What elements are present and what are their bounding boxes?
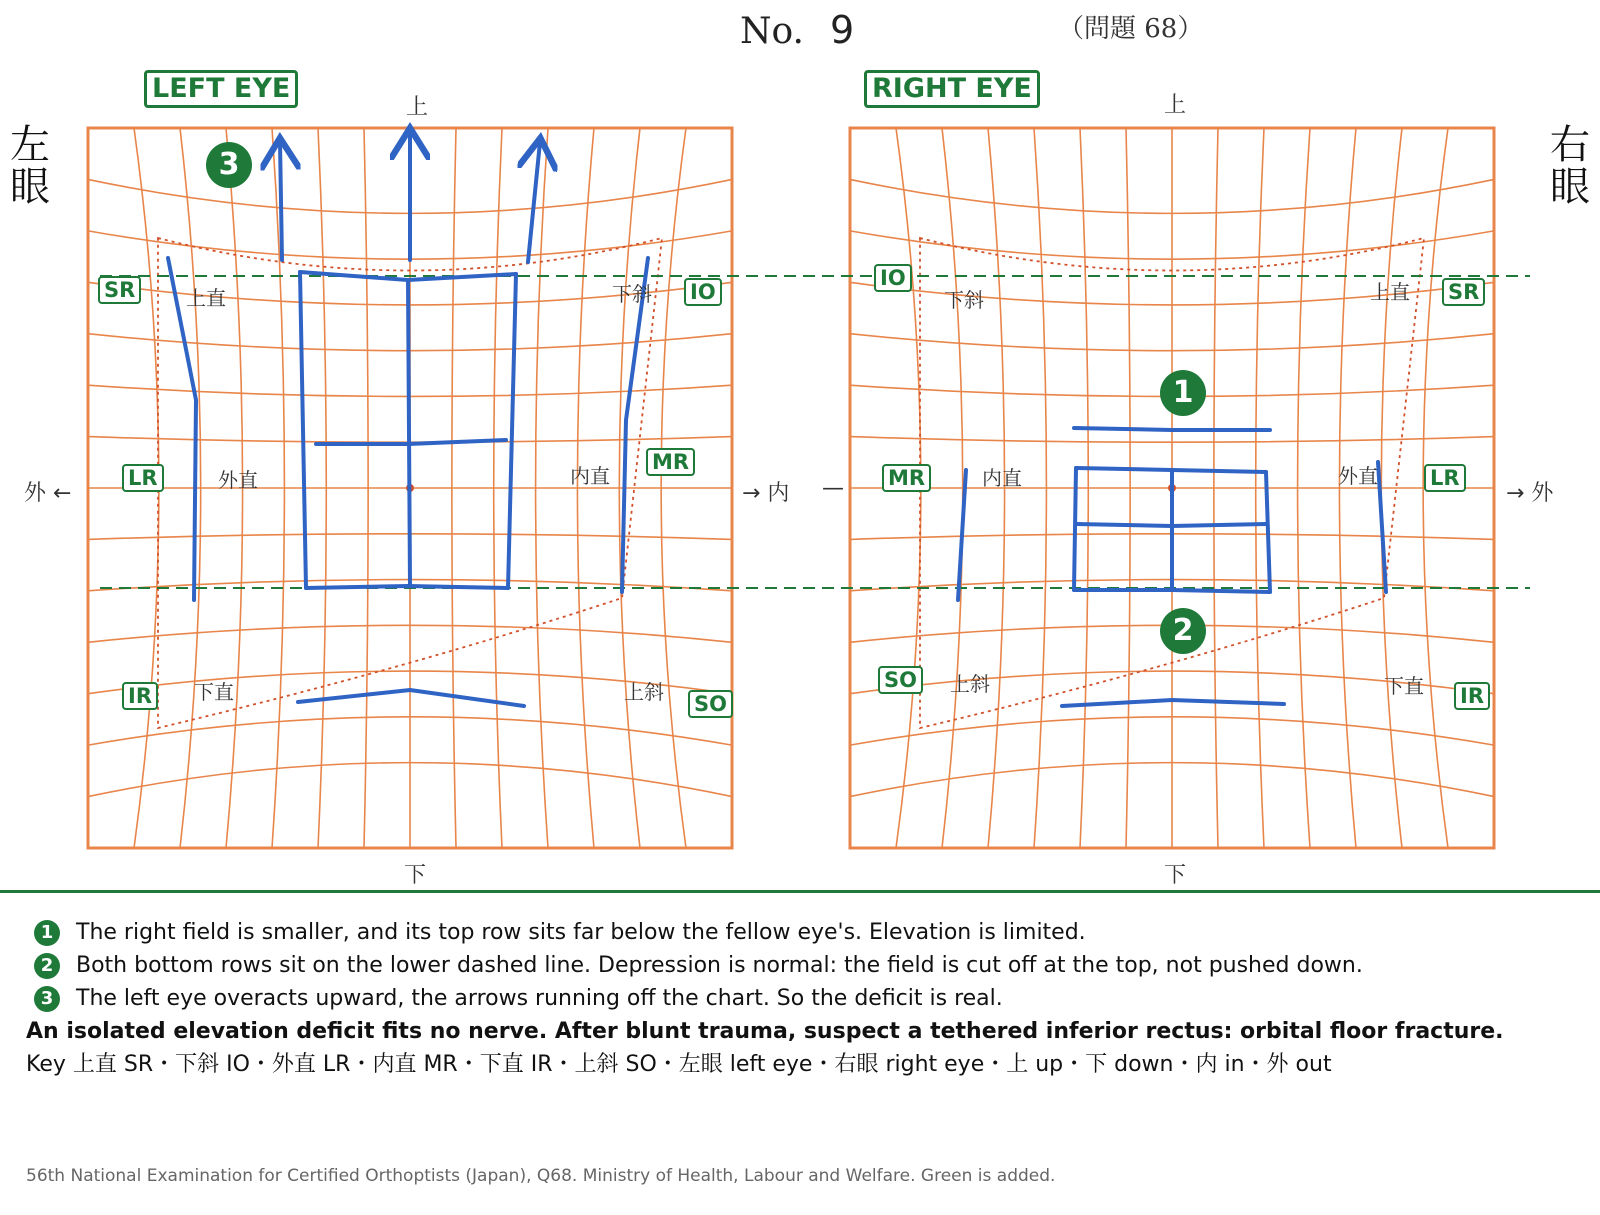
badge-3: 3 (206, 142, 252, 188)
left-jp-mr: 内直 (570, 464, 610, 488)
side-kanji-2: 眼 (1550, 164, 1590, 210)
right-lower-row (1062, 700, 1284, 706)
left-inner-right-col (508, 274, 516, 588)
right-left-col (1074, 468, 1076, 590)
left-jp-ir: 下直 (194, 680, 234, 704)
right-axis-down: 下 (1164, 863, 1187, 888)
left-inner-bottom-row (306, 586, 508, 588)
side-kanji-2: 眼 (10, 164, 50, 210)
source-credit: 56th National Examination for Certified Orthoptists (Japan), Q68. Ministry of Health, Labour and Welfare. Green is added. (26, 1166, 1056, 1186)
right-jp-io: 下斜 (944, 288, 984, 312)
right-jp-mr: 内直 (982, 466, 1022, 490)
left-axis-up: 上 (406, 95, 429, 120)
right-jp-so: 上斜 (950, 672, 990, 696)
left-io-label: IO (684, 278, 722, 306)
left-so-label: SO (688, 690, 733, 718)
left-jp-so: 上斜 (624, 680, 664, 704)
right-top-row (1074, 428, 1270, 430)
left-jp-lr: 外直 (218, 468, 258, 492)
left-lr-label: LR (122, 464, 164, 492)
right-jp-lr: 外直 (1338, 464, 1378, 488)
right-io-label: IO (874, 264, 912, 292)
question-number: （問題 68） (1058, 14, 1204, 44)
right-jp-ir: 下直 (1384, 674, 1424, 698)
right-right-col (1266, 472, 1270, 592)
right-ir-label: IR (1454, 682, 1490, 710)
note-1 (26, 916, 1566, 949)
left-axis-down: 下 (404, 863, 427, 888)
side-kanji-1: 右 (1550, 122, 1590, 168)
explanation-notes (26, 916, 1566, 1081)
note-badge: 2 (34, 953, 60, 979)
conclusion: An isolated elevation deficit fits no nerve. After blunt trauma, suspect a tethered inferior rectus: orbital floor fracture. (26, 1019, 1504, 1044)
note-text: The right field is smaller, and its top row sits far below the fellow eye's. Elevation is limited. (76, 920, 1086, 945)
left-bottom-row (298, 690, 524, 706)
right-jp-sr: 上直 (1370, 280, 1410, 304)
left-axis-out: 外 ← (24, 481, 72, 506)
chart-number-label: No. (740, 11, 804, 52)
right-mr-label: MR (882, 464, 931, 492)
chart-number-value: 9 (829, 8, 855, 52)
right-axis-up: 上 (1164, 93, 1187, 118)
left-outer-right-line (622, 258, 648, 592)
note-3 (26, 982, 1566, 1015)
left-inner-left-col (300, 272, 306, 588)
left-upward-arrow (280, 142, 282, 260)
note-badge: 3 (34, 986, 60, 1012)
key-legend: Key 上直 SR・下斜 IO・外直 LR・内直 MR・下直 IR・上斜 SO・左眼 left eye・右眼 right eye・上 up・下 down・内 in・外 out (26, 1052, 1332, 1077)
left-jp-sr: 上直 (186, 286, 226, 310)
note-text: The left eye overacts upward, the arrows running off the chart. So the deficit is real. (76, 986, 1003, 1011)
left-eye-title: LEFT EYE (144, 70, 298, 108)
left-mr-label: MR (646, 448, 695, 476)
note-2 (26, 949, 1566, 982)
left-jp-io: 下斜 (612, 282, 652, 306)
right-sr-label: SR (1442, 278, 1485, 306)
badge-1: 1 (1160, 370, 1206, 416)
left-ir-label: IR (122, 682, 158, 710)
right-so-label: SO (878, 666, 923, 694)
divider (0, 890, 1600, 893)
right-axis-out: → 外 (1506, 481, 1554, 506)
note-badge: 1 (34, 920, 60, 946)
left-axis-in: → 内 (742, 481, 790, 506)
left-inner-center-col (408, 280, 410, 586)
side-kanji-1: 左 (10, 122, 50, 168)
note-text: Both bottom rows sit on the lower dashed line. Depression is normal: the field is cut off at the top, not pushed down. (76, 953, 1363, 978)
right-lr-label: LR (1424, 464, 1466, 492)
left-sr-label: SR (98, 276, 141, 304)
right-axis-in-marker: — (822, 476, 844, 501)
badge-2: 2 (1160, 608, 1206, 654)
right-upward-arrow (528, 142, 540, 262)
right-eye-title: RIGHT EYE (864, 70, 1040, 108)
